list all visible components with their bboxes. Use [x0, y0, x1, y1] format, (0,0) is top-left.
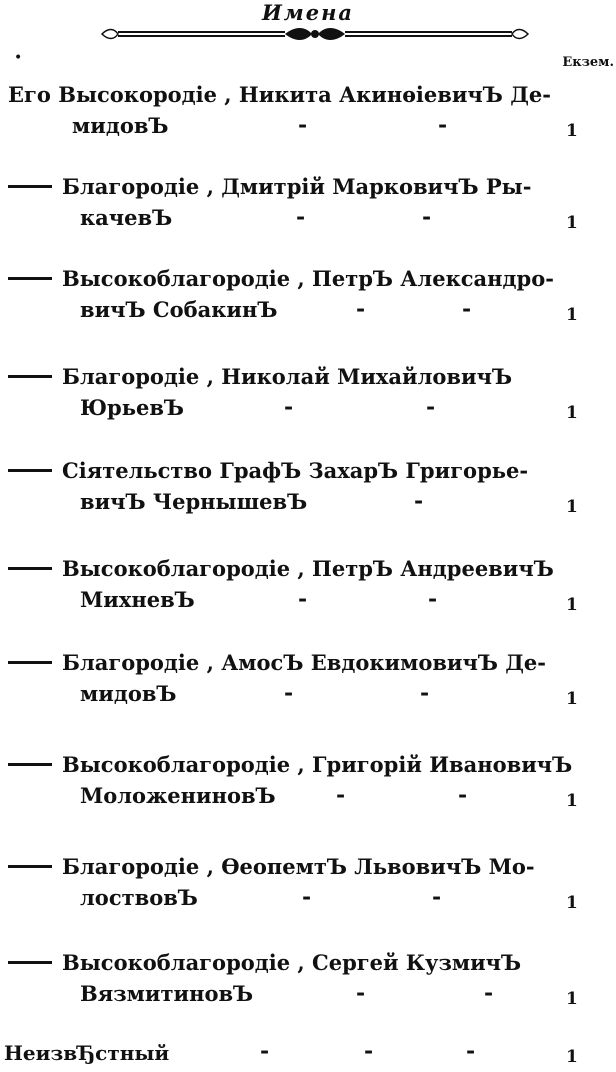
entry-line-1: Его Высокородіе , Никита АкинѳіевичЪ Де- — [8, 82, 551, 107]
filler-dash: - — [428, 586, 438, 612]
copies-count: 1 — [566, 989, 578, 1009]
ditto-dash — [8, 567, 52, 570]
entry-line-2: ЮрьевЪ — [80, 395, 185, 420]
copies-count: 1 — [566, 595, 578, 615]
filler-dash: - — [414, 488, 424, 514]
page-title: Имена — [261, 0, 355, 25]
entry-text: Высокоблагородіе , ПетрЪ Александро- — [62, 266, 554, 291]
entry-line-1 — [8, 456, 528, 486]
ornamental-rule — [100, 26, 530, 42]
copies-count: 1 — [566, 893, 578, 913]
filler-dash: - — [462, 296, 472, 322]
stray-dot: • — [14, 50, 23, 66]
copies-count: 1 — [566, 403, 578, 423]
entry-line-2: лоствовЪ — [80, 885, 198, 910]
filler-dash: - — [432, 884, 442, 910]
filler-dash: - — [284, 680, 294, 706]
entry-text: Высокоблагородіе , Григорій ИвановичЪ — [62, 752, 573, 777]
entry-line-2: ВязмитиновЪ — [80, 981, 254, 1006]
copies-count: 1 — [566, 121, 578, 141]
filler-dash: - — [260, 1038, 270, 1064]
filler-dash: - — [296, 204, 306, 230]
entry-line-1: НеизвЂстный — [4, 1041, 170, 1065]
entry-line-2: мидовЪ — [80, 681, 177, 706]
entry-line-1 — [8, 264, 554, 294]
entry-line-1 — [8, 948, 521, 978]
filler-dash: - — [356, 980, 366, 1006]
entry-line-2: МоложениновЪ — [80, 783, 276, 808]
ditto-dash — [8, 661, 52, 664]
ditto-dash — [8, 961, 52, 964]
filler-dash: - — [484, 980, 494, 1006]
filler-dash: - — [298, 586, 308, 612]
filler-dash: - — [284, 394, 294, 420]
copies-count: 1 — [566, 791, 578, 811]
copies-count: 1 — [566, 1047, 578, 1067]
entry-text: Сіятельство ГрафЪ ЗахарЪ Григорье- — [62, 458, 529, 483]
ditto-dash — [8, 469, 52, 472]
ditto-dash — [8, 763, 52, 766]
entry-text: Благородіе , ѲеопемтЪ ЛьвовичЪ Мо- — [62, 854, 535, 879]
entry-line-1 — [8, 648, 546, 678]
entry-line-2: вичЪ СобакинЪ — [80, 297, 278, 322]
entry-line-1 — [8, 554, 554, 584]
filler-dash: - — [466, 1038, 476, 1064]
entry-text: Благородіе , Николай МихайловичЪ — [62, 364, 513, 389]
copies-count: 1 — [566, 305, 578, 325]
filler-dash: - — [298, 112, 308, 138]
entry-text: Благородіе , Дмитрій МарковичЪ Ры- — [62, 174, 532, 199]
filler-dash: - — [422, 204, 432, 230]
entry-line-2: вичЪ ЧернышевЪ — [80, 489, 308, 514]
ditto-dash — [8, 185, 52, 188]
filler-dash: - — [426, 394, 436, 420]
filler-dash: - — [364, 1038, 374, 1064]
entry-line-2: качевЪ — [80, 205, 173, 230]
entry-line-2: МихневЪ — [80, 587, 195, 612]
entry-text: Высокоблагородіе , Сергей КузмичЪ — [62, 950, 522, 975]
filler-dash: - — [420, 680, 430, 706]
filler-dash: - — [458, 782, 468, 808]
entry-text: Благородіе , АмосЪ ЕвдокимовичЪ Де- — [62, 650, 547, 675]
ditto-dash — [8, 865, 52, 868]
entry-line-1 — [8, 750, 572, 780]
filler-dash: - — [356, 296, 366, 322]
filler-dash: - — [336, 782, 346, 808]
filler-dash: - — [438, 112, 448, 138]
copies-column-header: Екзем. — [562, 55, 614, 70]
entry-line-1 — [8, 172, 531, 202]
entry-line-1 — [8, 362, 512, 392]
ditto-dash — [8, 375, 52, 378]
entry-line-1 — [8, 852, 535, 882]
entry-text: Высокоблагородіе , ПетрЪ АндреевичЪ — [62, 556, 554, 581]
copies-count: 1 — [566, 497, 578, 517]
entry-line-2: мидовЪ — [72, 113, 169, 138]
filler-dash: - — [302, 884, 312, 910]
copies-count: 1 — [566, 213, 578, 233]
copies-count: 1 — [566, 689, 578, 709]
ditto-dash — [8, 277, 52, 280]
